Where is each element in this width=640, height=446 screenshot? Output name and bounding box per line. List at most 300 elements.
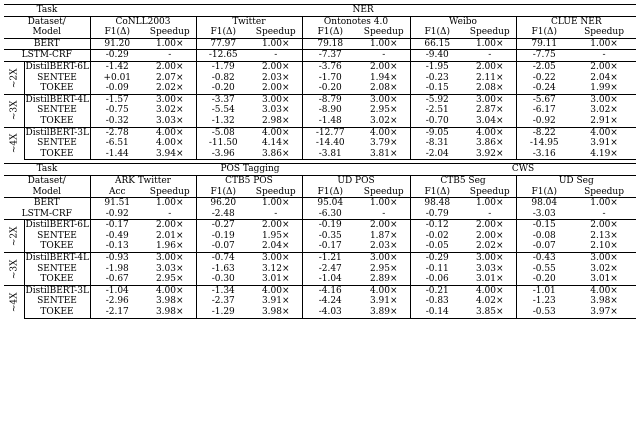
score-cell: -1.42 — [90, 61, 144, 72]
dataset-name: UD Seg — [516, 175, 636, 186]
score-cell: -0.29 — [90, 50, 144, 62]
score-cell: -3.76 — [302, 61, 358, 72]
model-row — [4, 274, 636, 285]
speedup-cell: 2.13× — [590, 230, 618, 241]
metric-score-header: F1(Δ) — [531, 186, 557, 197]
speedup-cell: 3.03× — [250, 105, 302, 116]
speedup-cell: 1.00× — [572, 38, 636, 50]
metric-header-row — [4, 187, 636, 198]
speedup-cell: 2.08× — [358, 83, 410, 94]
score-cell: -1.21 — [302, 253, 358, 264]
speedup-cell: 3.00× — [572, 253, 636, 264]
speedup-cell: 4.02× — [464, 296, 516, 307]
speedup-cell: 3.86× — [464, 138, 516, 149]
speedup-cell: 4.00× — [250, 127, 302, 138]
score-cell: -0.12 — [410, 220, 464, 231]
score-cell: -7.37 — [302, 50, 358, 62]
score-cell: -0.07 — [211, 241, 235, 252]
score-cell: -0.79 — [425, 208, 449, 219]
dataset-header-row — [4, 175, 636, 186]
score-cell: -0.07 — [532, 241, 556, 252]
score-cell: -3.81 — [302, 149, 358, 160]
score-cell: -0.23 — [425, 72, 449, 83]
score-cell: -5.08 — [196, 127, 250, 138]
model-row — [4, 231, 636, 242]
speedup-cell: 2.10× — [590, 241, 618, 252]
speedup-cell: 2.02× — [464, 241, 516, 252]
metric-score-header: F1(Δ) — [317, 27, 343, 38]
speedup-group-text: ~4X — [9, 292, 20, 312]
score-cell: -0.19 — [211, 230, 235, 241]
score-cell: 91.20 — [90, 38, 144, 50]
metric-score-header: F1(Δ) — [104, 27, 130, 38]
score-cell: -1.98 — [105, 263, 129, 274]
task-group-pos: POS Tagging — [90, 164, 410, 176]
speedup-cell: 3.94× — [144, 149, 196, 160]
baseline-row-lstm — [4, 209, 636, 220]
score-cell: -1.04 — [90, 285, 144, 296]
speedup-cell: - — [464, 209, 516, 220]
speedup-cell: - — [602, 208, 606, 219]
speedup-cell: 2.00× — [572, 220, 636, 231]
model-row — [4, 296, 636, 307]
score-cell: -0.93 — [90, 253, 144, 264]
model-name: SENTEE — [24, 264, 90, 275]
score-cell: -3.96 — [196, 149, 250, 160]
speedup-cell: 2.91× — [590, 115, 618, 126]
score-cell: -0.08 — [532, 230, 556, 241]
speedup-cell: 4.00× — [464, 285, 516, 296]
score-cell: 95.04 — [302, 198, 358, 209]
model-row — [4, 138, 636, 149]
speedup-cell: 3.00× — [464, 253, 516, 264]
score-cell: -1.04 — [318, 274, 342, 285]
model-row — [4, 253, 636, 264]
speedup-cell: 3.00× — [144, 253, 196, 264]
model-name: DistilBERT-3L — [25, 285, 89, 296]
model-name: BERT — [4, 198, 90, 209]
score-cell: -8.22 — [516, 127, 572, 138]
model-row — [4, 83, 636, 94]
model-row — [4, 220, 636, 231]
score-cell: -0.67 — [105, 274, 129, 285]
speedup-cell: 4.00× — [144, 285, 196, 296]
score-cell: -0.35 — [318, 230, 342, 241]
speedup-cell: 3.01× — [590, 274, 618, 285]
speedup-cell: - — [572, 50, 636, 62]
score-cell: -0.17 — [318, 241, 342, 252]
model-name: DistilBERT-3L — [25, 127, 89, 138]
baseline-row-bert — [4, 38, 636, 50]
score-cell: -9.40 — [410, 50, 464, 62]
score-cell: 79.11 — [516, 38, 572, 50]
metric-score-header: F1(Δ) — [531, 27, 557, 38]
dataset-name: Twitter — [196, 16, 302, 27]
model-row — [4, 94, 636, 105]
speedup-cell: 2.07× — [144, 73, 196, 84]
speedup-cell: 2.89× — [358, 274, 410, 285]
speedup-cell: 3.85× — [464, 307, 516, 318]
speedup-cell: 3.01× — [250, 274, 302, 285]
speedup-cell: 2.00× — [358, 61, 410, 72]
score-cell: 98.04 — [516, 198, 572, 209]
speedup-cell: 1.96× — [144, 241, 196, 252]
model-row — [4, 241, 636, 252]
task-label: Task — [4, 164, 90, 176]
speedup-cell: 3.03× — [144, 116, 196, 127]
model-name: DistilBERT-4L — [25, 94, 89, 105]
score-cell: -0.17 — [90, 220, 144, 231]
speedup-cell: 3.92× — [464, 149, 516, 160]
metric-score-header: F1(Δ) — [424, 186, 450, 197]
score-cell: -1.01 — [516, 285, 572, 296]
score-cell: -0.20 — [318, 83, 342, 94]
speedup-cell: 4.00× — [572, 285, 636, 296]
speedup-cell: 3.98× — [250, 307, 302, 318]
score-cell: -1.23 — [532, 296, 556, 307]
metric-speedup-header: Speedup — [464, 27, 516, 38]
speedup-cell: 3.79× — [358, 138, 410, 149]
score-cell: -0.20 — [532, 274, 556, 285]
score-cell: -2.17 — [90, 307, 144, 318]
speedup-cell: 3.12× — [250, 264, 302, 275]
speedup-cell: 2.08× — [464, 83, 516, 94]
speedup-cell: 1.00× — [250, 198, 302, 209]
speedup-cell: 2.87× — [464, 105, 516, 116]
score-cell: -0.19 — [302, 220, 358, 231]
metric-score-header: Acc — [108, 186, 126, 197]
model-row — [4, 307, 636, 318]
metric-speedup-header: Speedup — [144, 27, 196, 38]
task-header-row — [4, 5, 636, 17]
speedup-cell: 1.00× — [358, 198, 410, 209]
model-header: Model — [4, 27, 90, 38]
score-cell: -8.31 — [425, 138, 449, 149]
model-row — [4, 73, 636, 84]
score-cell: -0.05 — [425, 241, 449, 252]
dataset-header: Dataset/ — [4, 16, 90, 27]
score-cell: -0.27 — [196, 220, 250, 231]
score-cell: -6.51 — [105, 138, 129, 149]
speedup-cell: 2.11× — [464, 73, 516, 84]
speedup-cell: 2.00× — [250, 220, 302, 231]
speedup-cell: 2.00× — [358, 220, 410, 231]
speedup-group-label — [4, 285, 24, 318]
speedup-group-label — [4, 127, 24, 160]
speedup-cell: 2.00× — [464, 61, 516, 72]
speedup-cell: - — [250, 50, 302, 62]
task-label: Task — [4, 5, 90, 17]
model-name: DistilBERT-6L — [25, 220, 89, 231]
model-row — [4, 264, 636, 275]
score-cell: -6.30 — [318, 208, 342, 219]
speedup-cell: 3.03× — [464, 264, 516, 275]
score-cell: -0.92 — [105, 208, 129, 219]
score-cell: -11.50 — [208, 138, 238, 149]
model-row — [4, 61, 636, 72]
task-group-cws: CWS — [410, 164, 636, 176]
score-cell: -1.44 — [90, 149, 144, 160]
model-name: TOKEE — [24, 307, 90, 318]
model-row — [4, 149, 636, 160]
speedup-cell: 3.98× — [144, 307, 196, 318]
speedup-group-label — [4, 61, 24, 94]
speedup-cell: 1.00× — [250, 38, 302, 50]
model-row — [4, 116, 636, 127]
speedup-cell: - — [358, 209, 410, 220]
speedup-cell: 2.00× — [144, 220, 196, 231]
speedup-cell: 3.00× — [144, 94, 196, 105]
speedup-cell: 2.00× — [250, 83, 302, 94]
baseline-row-lstm — [4, 50, 636, 62]
score-cell: -0.21 — [410, 285, 464, 296]
score-cell: -0.32 — [105, 115, 129, 126]
score-cell: -1.34 — [196, 285, 250, 296]
score-cell: -8.90 — [318, 105, 342, 116]
speedup-cell: 3.91× — [250, 296, 302, 307]
score-cell: -0.20 — [211, 83, 235, 94]
score-cell: -2.05 — [516, 61, 572, 72]
dataset-header: Dataset/ — [4, 175, 90, 186]
score-cell: -0.22 — [532, 72, 556, 83]
model-row — [4, 127, 636, 138]
model-name: DistilBERT-6L — [25, 61, 89, 72]
speedup-cell: 3.81× — [358, 149, 410, 160]
speedup-cell: 3.00× — [572, 94, 636, 105]
model-row — [4, 285, 636, 296]
speedup-cell: 4.00× — [144, 127, 196, 138]
speedup-cell: 3.02× — [590, 105, 618, 116]
dataset-name: CTB5 POS — [196, 175, 302, 186]
speedup-group-text: ~2X — [9, 226, 20, 247]
score-cell: -0.11 — [425, 263, 449, 274]
model-name: SENTEE — [24, 73, 90, 84]
speedup-cell: 4.00× — [358, 285, 410, 296]
model-name: TOKEE — [24, 83, 90, 94]
dataset-name: CoNLL2003 — [90, 16, 196, 27]
score-cell: -2.04 — [410, 149, 464, 160]
dataset-header-row — [4, 16, 636, 27]
speedup-cell: 3.02× — [590, 263, 618, 274]
speedup-cell: 3.04× — [464, 116, 516, 127]
speedup-group-label — [4, 220, 24, 253]
speedup-cell: 1.94× — [358, 73, 410, 84]
speedup-cell: 2.98× — [250, 116, 302, 127]
model-name: DistilBERT-4L — [25, 253, 89, 264]
model-name: LSTM-CRF — [4, 209, 90, 220]
score-cell: -2.96 — [105, 296, 129, 307]
score-cell: -2.37 — [211, 296, 235, 307]
score-cell: -5.54 — [211, 105, 235, 116]
metric-score-header: F1(Δ) — [210, 186, 236, 197]
speedup-cell: 2.00× — [464, 231, 516, 242]
model-name: TOKEE — [24, 116, 90, 127]
speedup-cell: - — [144, 50, 196, 62]
speedup-group-text: ~2X — [9, 68, 20, 88]
score-cell: -0.30 — [211, 274, 235, 285]
score-cell: -0.06 — [425, 274, 449, 285]
speedup-cell: 4.19× — [572, 149, 636, 160]
metric-speedup-header: Speedup — [144, 187, 196, 198]
score-cell: -0.49 — [105, 230, 129, 241]
baseline-row-bert — [4, 198, 636, 209]
speedup-cell: 2.04× — [250, 241, 302, 252]
speedup-cell: 3.00× — [358, 253, 410, 264]
speedup-cell: 3.00× — [358, 94, 410, 105]
speedup-cell: - — [250, 209, 302, 220]
speedup-cell: 4.14× — [250, 138, 302, 149]
speedup-group-text: ~3X — [9, 100, 20, 121]
dataset-name: ARK Twitter — [90, 175, 196, 186]
speedup-cell: 1.00× — [144, 198, 196, 209]
score-cell: -0.55 — [532, 263, 556, 274]
speedup-cell: 2.04× — [590, 72, 618, 83]
score-cell: -0.24 — [532, 83, 556, 94]
model-row — [4, 105, 636, 116]
speedup-cell: 2.95× — [144, 274, 196, 285]
score-cell: -14.40 — [315, 138, 345, 149]
task-group-ner: NER — [90, 5, 636, 17]
score-cell: -5.67 — [516, 94, 572, 105]
score-cell: -4.16 — [302, 285, 358, 296]
score-cell: -0.75 — [105, 105, 129, 116]
score-cell: -0.09 — [105, 83, 129, 94]
task-header-row — [4, 164, 636, 176]
score-cell: -2.48 — [211, 208, 235, 219]
model-name: SENTEE — [24, 296, 90, 307]
speedup-cell: 2.00× — [464, 220, 516, 231]
dataset-name: Weibo — [410, 16, 516, 27]
score-cell: -12.65 — [196, 50, 250, 62]
speedup-cell: 2.02× — [144, 83, 196, 94]
model-header: Model — [4, 187, 90, 198]
score-cell: 77.97 — [196, 38, 250, 50]
speedup-cell: 2.00× — [144, 61, 196, 72]
speedup-cell: 1.00× — [144, 38, 196, 50]
speedup-cell: 3.02× — [144, 105, 196, 116]
score-cell: -8.79 — [302, 94, 358, 105]
metric-speedup-header: Speedup — [584, 27, 624, 38]
speedup-group-label — [4, 94, 24, 127]
score-cell: -1.95 — [410, 61, 464, 72]
speedup-cell: 3.00× — [250, 94, 302, 105]
speedup-cell: 2.95× — [358, 105, 410, 116]
score-cell: -0.15 — [516, 220, 572, 231]
speedup-cell: 4.00× — [464, 127, 516, 138]
speedup-cell: 4.00× — [250, 285, 302, 296]
score-cell: -1.79 — [196, 61, 250, 72]
speedup-cell: 3.89× — [358, 307, 410, 318]
score-cell: -1.32 — [211, 115, 235, 126]
score-cell: -0.14 — [410, 307, 464, 318]
metric-score-header: F1(Δ) — [424, 27, 450, 38]
speedup-cell: 3.01× — [464, 274, 516, 285]
speedup-cell: 4.00× — [144, 138, 196, 149]
speedup-group-label — [4, 253, 24, 286]
speedup-cell: 2.00× — [250, 61, 302, 72]
score-cell: -14.95 — [529, 138, 559, 149]
score-cell: -1.57 — [90, 94, 144, 105]
metric-speedup-header: Speedup — [250, 27, 302, 38]
score-cell: -2.47 — [318, 263, 342, 274]
speedup-cell: 3.00× — [464, 94, 516, 105]
speedup-cell: 1.95× — [250, 231, 302, 242]
speedup-cell: 3.02× — [358, 116, 410, 127]
score-cell: -1.63 — [211, 263, 235, 274]
metric-header-row — [4, 27, 636, 38]
speedup-cell: - — [464, 50, 516, 62]
speedup-cell: 2.03× — [358, 241, 410, 252]
metric-speedup-header: Speedup — [358, 187, 410, 198]
model-name: SENTEE — [24, 138, 90, 149]
score-cell: -1.70 — [318, 72, 342, 83]
model-name: LSTM-CRF — [4, 50, 90, 62]
dataset-name: Ontonotes 4.0 — [302, 16, 410, 27]
speedup-cell: 2.00× — [572, 61, 636, 72]
model-name: TOKEE — [24, 241, 90, 252]
metric-score-header: F1(Δ) — [317, 186, 343, 197]
model-name: SENTEE — [24, 231, 90, 242]
score-cell: -0.70 — [425, 115, 449, 126]
score-cell: -0.15 — [425, 83, 449, 94]
model-name: TOKEE — [24, 274, 90, 285]
speedup-cell: 2.01× — [144, 231, 196, 242]
results-table-figure — [0, 4, 640, 446]
speedup-cell: 4.00× — [358, 127, 410, 138]
score-cell: -2.51 — [425, 105, 449, 116]
score-cell: -0.13 — [105, 241, 129, 252]
model-name: BERT — [4, 38, 90, 50]
speedup-cell: 1.99× — [590, 83, 618, 94]
dataset-name: CLUE NER — [516, 16, 636, 27]
metric-score-header: F1(Δ) — [210, 27, 236, 38]
score-cell: -4.24 — [318, 296, 342, 307]
score-cell: -3.37 — [196, 94, 250, 105]
speedup-cell: 1.00× — [464, 198, 516, 209]
score-cell: -4.03 — [302, 307, 358, 318]
score-cell: -7.75 — [516, 50, 572, 62]
metric-speedup-header: Speedup — [464, 187, 516, 198]
score-cell: 91.51 — [90, 198, 144, 209]
speedup-cell: 3.00× — [250, 253, 302, 264]
score-cell: -0.02 — [425, 230, 449, 241]
dataset-name: CTB5 Seg — [410, 175, 516, 186]
model-name: SENTEE — [24, 105, 90, 116]
score-cell: -1.29 — [196, 307, 250, 318]
score-cell: -0.29 — [410, 253, 464, 264]
speedup-group-text: ~3X — [9, 259, 20, 279]
speedup-cell: - — [358, 50, 410, 62]
speedup-group-text: ~4X — [9, 133, 20, 154]
speedup-cell: 3.97× — [572, 307, 636, 318]
score-cell: -0.74 — [196, 253, 250, 264]
speedup-cell: 4.00× — [572, 127, 636, 138]
score-cell: +0.01 — [103, 72, 132, 83]
score-cell: -3.16 — [516, 149, 572, 160]
score-cell: -12.77 — [302, 127, 358, 138]
score-cell: -0.92 — [532, 115, 556, 126]
metric-speedup-header: Speedup — [250, 187, 302, 198]
score-cell: -0.53 — [516, 307, 572, 318]
speedup-cell: 3.91× — [590, 138, 618, 149]
metric-speedup-header: Speedup — [358, 27, 410, 38]
score-cell: -3.03 — [532, 208, 556, 219]
metric-speedup-header: Speedup — [584, 186, 624, 197]
speedup-cell: 2.03× — [250, 73, 302, 84]
dataset-name: UD POS — [302, 175, 410, 186]
score-cell: 98.48 — [410, 198, 464, 209]
speedup-cell: 3.98× — [590, 296, 618, 307]
